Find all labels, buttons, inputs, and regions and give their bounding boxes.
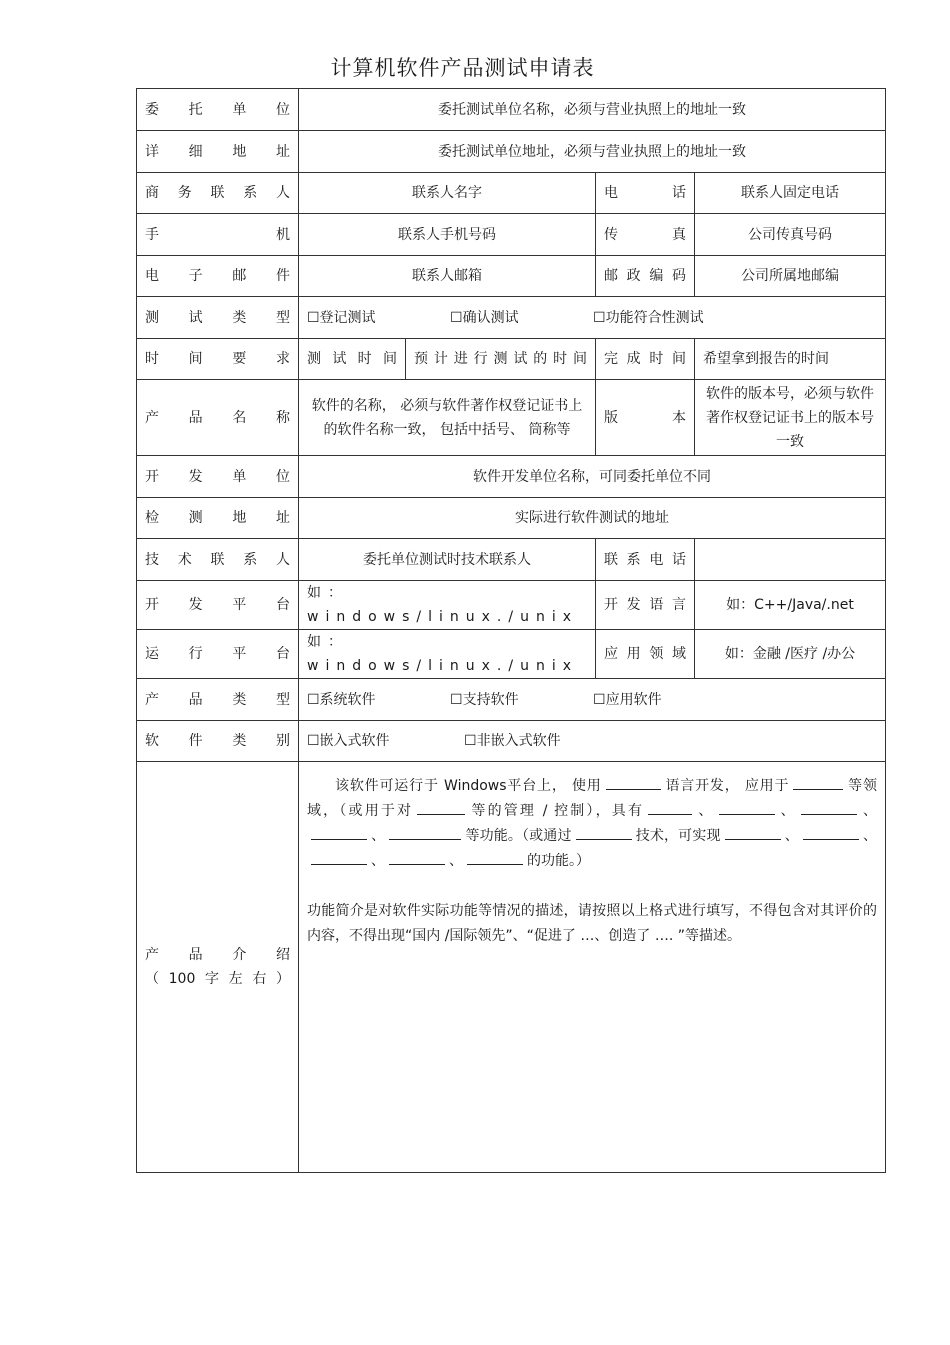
value-version[interactable]: 软件的版本号，必须与软件著作权登记证书上的版本号一致	[695, 380, 886, 456]
label-test-time: 测试时间	[299, 339, 406, 380]
row-dev-platform	[137, 581, 886, 630]
label-dev-platform: 开发平台	[137, 581, 299, 630]
value-postcode[interactable]: 公司所属地邮编	[695, 256, 886, 297]
blank-function-4[interactable]	[311, 825, 367, 840]
intro-instruction-paragraph: 功能简介是对软件实际功能等情况的描述，请按照以上格式进行填写，不得包含对其评价的内容，不得出现“国内 /国际领先”、“促进了 …、创造了 …. ”等描述。	[307, 903, 877, 944]
row-client-unit	[137, 89, 886, 131]
blank-function-3[interactable]	[801, 800, 857, 815]
label-complete-time: 完成时间	[596, 339, 695, 380]
row-test-type	[137, 297, 886, 339]
row-email	[137, 256, 886, 297]
intro-text-5: 等功能。（或通过	[465, 828, 572, 844]
label-fax: 传真	[596, 214, 695, 256]
row-run-platform	[137, 630, 886, 679]
label-product-name: 产品名称	[137, 380, 299, 456]
blank-achieve-4[interactable]	[389, 850, 445, 865]
value-address[interactable]: 委托测试单位地址，必须与营业执照上的地址一致	[299, 131, 886, 173]
row-address	[137, 131, 886, 173]
value-intro[interactable]	[299, 762, 886, 1173]
row-tech-contact	[137, 539, 886, 581]
label-intro-sub: （100字左右）	[145, 971, 290, 987]
label-test-addr: 检测地址	[137, 498, 299, 539]
value-contact-phone[interactable]	[695, 539, 886, 581]
checkbox-system-software[interactable]: ☐系统软件	[307, 691, 376, 708]
blank-technology[interactable]	[576, 825, 632, 840]
label-intro-cell	[137, 762, 299, 1173]
label-time-req: 时间要求	[137, 339, 299, 380]
value-email[interactable]: 联系人邮箱	[299, 256, 596, 297]
test-type-options	[299, 297, 886, 339]
row-mobile	[137, 214, 886, 256]
value-phone[interactable]: 联系人固定电话	[695, 173, 886, 214]
blank-function-5[interactable]	[389, 825, 461, 840]
software-cat-options	[299, 721, 886, 762]
blank-achieve-5[interactable]	[467, 850, 523, 865]
value-product-name[interactable]: 软件的名称， 必须与软件著作权登记证书上的软件名称一致， 包括中括号、 筒称等	[299, 380, 596, 456]
value-dev-unit[interactable]: 软件开发单位名称，可同委托单位不同	[299, 456, 886, 498]
blank-achieve-2[interactable]	[803, 825, 859, 840]
blank-achieve-1[interactable]	[725, 825, 781, 840]
label-mobile: 手机	[137, 214, 299, 256]
value-mobile[interactable]: 联系人手机号码	[299, 214, 596, 256]
intro-text-2: 语言开发， 应用于	[664, 778, 790, 794]
value-dev-language[interactable]: 如：C++/Java/.net	[695, 581, 886, 630]
checkbox-registration-test[interactable]: ☐登记测试	[307, 309, 376, 326]
checkbox-non-embedded[interactable]: ☐非嵌入式软件	[464, 733, 561, 749]
checkbox-support-software[interactable]: ☐支持软件	[450, 691, 519, 708]
checkbox-embedded[interactable]: ☐嵌入式软件	[307, 733, 390, 749]
row-dev-unit	[137, 456, 886, 498]
label-tech-contact: 技术联系人	[137, 539, 299, 581]
value-tech-contact[interactable]: 委托单位测试时技术联系人	[299, 539, 596, 581]
product-type-options	[299, 679, 886, 721]
row-intro	[137, 762, 886, 1173]
label-phone: 电话	[596, 173, 695, 214]
row-biz-contact	[137, 173, 886, 214]
value-run-platform[interactable]: 如：windows/linux./unix	[299, 630, 596, 679]
label-dev-language: 开发语言	[596, 581, 695, 630]
label-dev-unit: 开发单位	[137, 456, 299, 498]
value-fax[interactable]: 公司传真号码	[695, 214, 886, 256]
row-product-name	[137, 380, 886, 456]
checkbox-application-software[interactable]: ☐应用软件	[593, 691, 662, 708]
value-app-domain[interactable]: 如：金融 /医疗 /办公	[695, 630, 886, 679]
row-product-type	[137, 679, 886, 721]
label-email: 电子邮件	[137, 256, 299, 297]
blank-achieve-3[interactable]	[311, 850, 367, 865]
value-biz-contact[interactable]: 联系人名字	[299, 173, 596, 214]
label-software-cat: 软件类别	[137, 721, 299, 762]
intro-text-3: 等领域，（或用于对	[307, 778, 877, 819]
blank-managed-object[interactable]	[417, 800, 465, 815]
label-postcode: 邮政编码	[596, 256, 695, 297]
label-address: 详细地址	[137, 131, 299, 173]
row-time-req	[137, 339, 886, 380]
intro-text-1: 该软件可运行于 Windows平台上， 使用	[335, 778, 602, 794]
label-test-type: 测试类型	[137, 297, 299, 339]
label-product-type: 产品类型	[137, 679, 299, 721]
label-client-unit: 委托单位	[137, 89, 299, 131]
label-app-domain: 应用领域	[596, 630, 695, 679]
intro-template-paragraph: 该软件可运行于 Windows平台上， 使用 语言开发， 应用于 等领域，（或用于对 等的管理 / 控制），具有 、 、 、、 等功能。（或通过 技术，可实现 、 、、 、 的功能。）	[307, 774, 877, 874]
checkbox-conformance-test[interactable]: ☐功能符合性测试	[593, 309, 704, 326]
value-dev-platform[interactable]: 如：windows/linux./unix	[299, 581, 596, 630]
label-biz-contact: 商务联系人	[137, 173, 299, 214]
value-test-addr[interactable]: 实际进行软件测试的地址	[299, 498, 886, 539]
blank-function-2[interactable]	[719, 800, 775, 815]
application-form-table	[136, 88, 886, 1173]
value-test-time[interactable]: 预计进行测试的时间	[406, 339, 596, 380]
intro-text-7: 的功能。）	[527, 853, 590, 869]
blank-domain[interactable]	[793, 775, 843, 790]
value-client-unit[interactable]: 委托测试单位名称，必须与营业执照上的地址一致	[299, 89, 886, 131]
row-test-addr	[137, 498, 886, 539]
label-intro: 产品介绍	[145, 947, 290, 963]
intro-text-6: 技术，可实现	[635, 828, 721, 844]
checkbox-confirmation-test[interactable]: ☐确认测试	[450, 309, 519, 326]
form-title: 计算机软件产品测试申请表	[330, 56, 595, 80]
label-run-platform: 运行平台	[137, 630, 299, 679]
blank-function-1[interactable]	[648, 800, 692, 815]
value-complete-time[interactable]: 希望拿到报告的时间	[695, 339, 886, 380]
label-version: 版本	[596, 380, 695, 456]
row-software-cat	[137, 721, 886, 762]
blank-language[interactable]	[606, 775, 661, 790]
label-contact-phone: 联系电话	[596, 539, 695, 581]
intro-text-4: 等的管理 / 控制），具有	[469, 803, 645, 819]
